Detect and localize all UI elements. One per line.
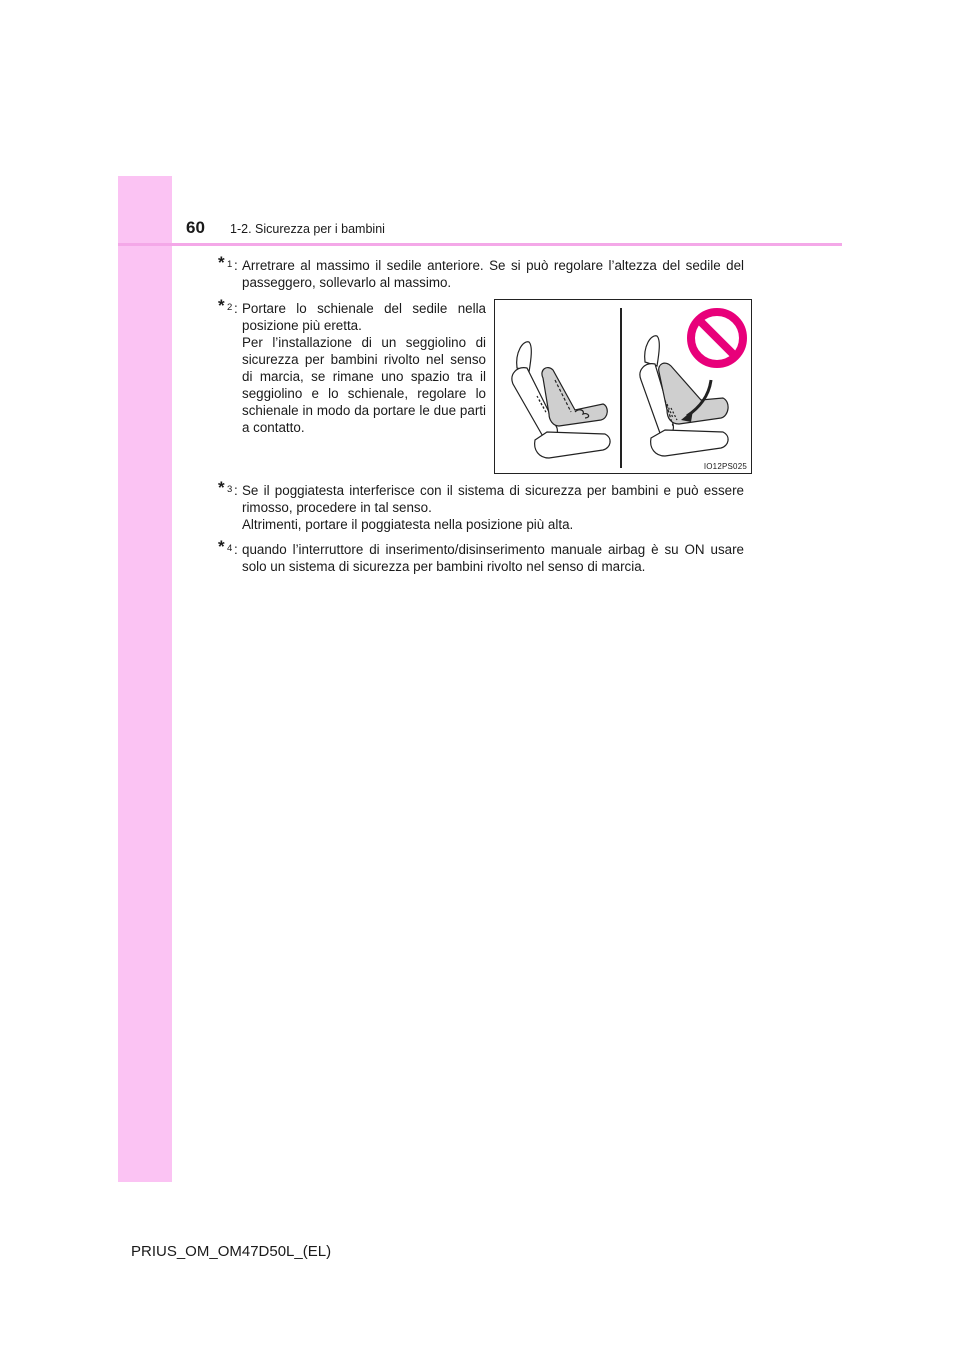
footnote-colon: : xyxy=(234,483,238,498)
footnote-marker: * xyxy=(218,253,225,272)
footnote-2 xyxy=(218,296,486,436)
correct-seat-installation-illustration xyxy=(512,342,610,458)
footnote-1 xyxy=(218,253,744,291)
seat-illustration xyxy=(494,299,752,474)
footnote-marker: * xyxy=(218,296,225,315)
footnote-text: Per l’installazione di un seggiolino di sicurezza per bambini rivolto nel senso di marcia, se rimane uno spazio tra il seggiolino e lo schienale, regolare lo schienale in modo da portare le due parti a contatto. xyxy=(242,335,486,435)
footnote-4 xyxy=(218,537,744,575)
document-id: PRIUS_OM_OM47D50L_(EL) xyxy=(131,1243,332,1260)
footnote-text: quando l’interruttore di inserimento/disinserimento manuale airbag è su ON usare solo un sistema di sicurezza per bambini rivolto nel senso di marcia. xyxy=(242,542,744,574)
footnote-text: Altrimenti, portare il poggiatesta nella posizione più alta. xyxy=(242,517,574,532)
footnote-lead: Portare lo schienale del sedile nella posizione più eretta. xyxy=(242,301,486,333)
footnote-colon: : xyxy=(234,301,238,316)
seat-illustration-drawing xyxy=(495,300,751,473)
section-title: 1-2. Sicurezza per i bambini xyxy=(230,222,385,236)
header-rule xyxy=(118,243,842,246)
page-number: 60 xyxy=(186,218,205,237)
footnote-lead: Se il poggiatesta interferisce con il sistema di sicurezza per bambini e può essere rimosso, procedere in tal senso. xyxy=(242,483,744,515)
footnote-text: Arretrare al massimo il sedile anteriore. Se si può regolare l’altezza del sedile del passeggero, sollevarlo al massimo. xyxy=(242,258,744,290)
footnote-marker: * xyxy=(218,537,225,556)
footnote-body xyxy=(242,482,744,533)
figure-code: IO12PS025 xyxy=(703,462,747,471)
prohibited-icon xyxy=(691,312,743,364)
incorrect-seat-installation-illustration xyxy=(640,336,728,456)
footnote-number: 4 xyxy=(227,543,233,554)
footnote-colon: : xyxy=(234,258,238,273)
footnote-body xyxy=(242,300,486,436)
chapter-side-band xyxy=(118,176,172,1182)
footnote-number: 2 xyxy=(227,302,233,313)
footnote-number: 3 xyxy=(227,484,233,495)
footnote-colon: : xyxy=(234,542,238,557)
footnote-number: 1 xyxy=(227,259,233,270)
footnote-marker: * xyxy=(218,478,225,497)
footnote-3 xyxy=(218,478,744,533)
